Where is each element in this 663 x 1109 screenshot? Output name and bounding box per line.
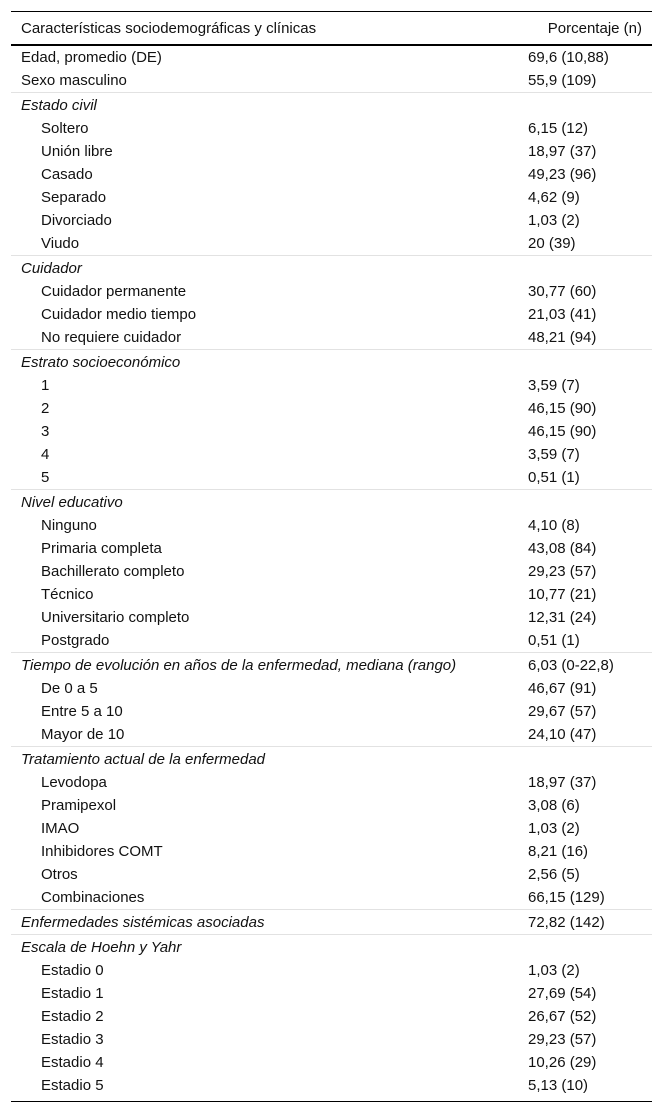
- row-label: Estadio 0: [41, 962, 104, 979]
- table-row: [11, 69, 652, 93]
- row-value: 24,10 (47): [528, 726, 597, 743]
- row-label: No requiere cuidador: [41, 329, 182, 346]
- row-label: Casado: [41, 166, 93, 183]
- section-label: Enfermedades sistémicas asociadas: [11, 910, 520, 935]
- row-value: 1,03 (2): [528, 212, 580, 229]
- table-row: [11, 466, 652, 490]
- row-value: 26,67 (52): [528, 1008, 597, 1025]
- row-label: Combinaciones: [41, 889, 145, 906]
- row-value: 2,56 (5): [528, 866, 580, 883]
- row-label: Estadio 5: [11, 1074, 520, 1102]
- row-label: Levodopa: [41, 774, 107, 791]
- table-row: [11, 817, 652, 840]
- row-value: 29,67 (57): [528, 703, 597, 720]
- row-label: 2: [41, 400, 50, 417]
- row-value: 8,21 (16): [528, 843, 589, 860]
- section-label: Tratamiento actual de la enfermedad: [11, 747, 520, 772]
- row-value: 3,59 (7): [528, 377, 580, 394]
- row-value: 18,97 (37): [528, 143, 597, 160]
- row-value: 69,6 (10,88): [528, 49, 609, 66]
- table-row: [11, 1005, 652, 1028]
- table-section-row: [11, 653, 652, 678]
- row-value: 10,77 (21): [528, 586, 597, 603]
- row-label: Edad, promedio (DE): [21, 49, 162, 66]
- row-value: 27,69 (54): [528, 985, 597, 1002]
- row-value: 1,03 (2): [528, 820, 580, 837]
- table-row: [11, 677, 652, 700]
- table-row: [11, 794, 652, 817]
- section-label: Nivel educativo: [11, 490, 520, 515]
- table-row: [11, 514, 652, 537]
- table-row: [11, 537, 652, 560]
- table-row: [11, 583, 652, 606]
- table-row: [11, 1028, 652, 1051]
- row-value: 49,23 (96): [528, 166, 597, 183]
- section-label: Escala de Hoehn y Yahr: [11, 935, 520, 960]
- row-value: 72,82 (142): [520, 910, 652, 935]
- table-row: [11, 606, 652, 629]
- row-label: 1: [41, 377, 50, 394]
- row-label: 3: [41, 423, 50, 440]
- row-value: 18,97 (37): [528, 774, 597, 791]
- table-row: [11, 959, 652, 982]
- row-label: Unión libre: [41, 143, 113, 160]
- row-label: Primaria completa: [41, 540, 162, 557]
- table-section-row: [11, 256, 652, 281]
- table-row: [11, 140, 652, 163]
- row-label: Entre 5 a 10: [41, 703, 123, 720]
- row-value: 46,67 (91): [528, 680, 597, 697]
- section-label: Estado civil: [11, 93, 520, 118]
- header-row: [11, 12, 652, 46]
- row-value: 0,51 (1): [528, 632, 580, 649]
- data-table-container: [11, 11, 652, 1102]
- row-label: Pramipexol: [41, 797, 117, 814]
- table-row: [11, 771, 652, 794]
- row-value: 1,03 (2): [528, 962, 580, 979]
- table-row: [11, 232, 652, 256]
- row-value: 5,13 (10): [520, 1074, 652, 1102]
- table-header: [11, 12, 652, 46]
- section-label: Cuidador: [11, 256, 520, 281]
- row-value: 3,59 (7): [528, 446, 580, 463]
- row-label: Separado: [41, 189, 107, 206]
- row-value: 48,21 (94): [528, 329, 597, 346]
- row-value: [520, 747, 652, 772]
- row-label: Inhibidores COMT: [41, 843, 163, 860]
- row-value: 6,15 (12): [528, 120, 589, 137]
- row-label: De 0 a 5: [41, 680, 98, 697]
- row-value: 46,15 (90): [528, 423, 597, 440]
- row-value: 6,03 (0-22,8): [520, 653, 652, 678]
- table-row: [11, 700, 652, 723]
- table-row: [11, 443, 652, 466]
- header-characteristics: Características sociodemográficas y clínicas: [11, 12, 520, 46]
- table-row: [11, 1074, 652, 1102]
- sociodemographic-table: [11, 11, 652, 1102]
- row-value: 43,08 (84): [528, 540, 597, 557]
- row-label: Viudo: [41, 235, 80, 252]
- table-row: [11, 280, 652, 303]
- row-label: Estadio 1: [41, 985, 104, 1002]
- table-row: [11, 982, 652, 1005]
- row-value: 10,26 (29): [528, 1054, 597, 1071]
- row-label: Estadio 3: [41, 1031, 104, 1048]
- row-label: Bachillerato completo: [41, 563, 185, 580]
- table-section-row: [11, 935, 652, 960]
- row-label: Estadio 4: [41, 1054, 104, 1071]
- table-row: [11, 374, 652, 397]
- row-label: Divorciado: [41, 212, 112, 229]
- row-value: 55,9 (109): [528, 72, 597, 89]
- row-value: 30,77 (60): [528, 283, 597, 300]
- row-label: Estadio 2: [41, 1008, 104, 1025]
- table-row: [11, 163, 652, 186]
- row-value: 4,10 (8): [528, 517, 580, 534]
- table-row: [11, 420, 652, 443]
- row-label: Cuidador permanente: [41, 283, 187, 300]
- row-value: 0,51 (1): [528, 469, 580, 486]
- row-label: Mayor de 10: [41, 726, 125, 743]
- table-row: [11, 560, 652, 583]
- table-row: [11, 840, 652, 863]
- table-body: [11, 45, 652, 1102]
- row-label: Ninguno: [41, 517, 97, 534]
- row-label: IMAO: [41, 820, 80, 837]
- row-label: 4: [41, 446, 50, 463]
- row-value: 29,23 (57): [528, 1031, 597, 1048]
- row-value: 3,08 (6): [528, 797, 580, 814]
- row-value: [520, 935, 652, 960]
- table-row: [11, 886, 652, 910]
- row-value: 46,15 (90): [528, 400, 597, 417]
- table-row: [11, 186, 652, 209]
- table-row: [11, 863, 652, 886]
- table-row: [11, 397, 652, 420]
- table-row: [11, 629, 652, 653]
- table-row: [11, 209, 652, 232]
- table-row: [11, 723, 652, 747]
- row-label: Sexo masculino: [21, 72, 127, 89]
- table-row: [11, 1051, 652, 1074]
- row-label: Cuidador medio tiempo: [41, 306, 197, 323]
- row-label: Otros: [41, 866, 78, 883]
- row-value: 4,62 (9): [528, 189, 580, 206]
- row-label: Técnico: [41, 586, 94, 603]
- header-percentage: Porcentaje (n): [520, 12, 652, 46]
- table-section-row: [11, 490, 652, 515]
- table-section-row: [11, 350, 652, 375]
- row-label: Soltero: [41, 120, 89, 137]
- table-section-row: [11, 93, 652, 118]
- row-value: 21,03 (41): [528, 306, 597, 323]
- row-value: [520, 350, 652, 375]
- table-row: [11, 117, 652, 140]
- table-row: [11, 45, 652, 69]
- row-value: [520, 93, 652, 118]
- table-section-row: [11, 747, 652, 772]
- row-label: 5: [41, 469, 50, 486]
- section-label: Estrato socioeconómico: [11, 350, 520, 375]
- table-row: [11, 303, 652, 326]
- row-value: [520, 256, 652, 281]
- row-value: 20 (39): [528, 235, 576, 252]
- row-value: 66,15 (129): [528, 889, 605, 906]
- row-value: [520, 490, 652, 515]
- row-label: Postgrado: [41, 632, 110, 649]
- row-label: Universitario completo: [41, 609, 190, 626]
- table-row: [11, 326, 652, 350]
- table-section-row: [11, 910, 652, 935]
- row-value: 29,23 (57): [528, 563, 597, 580]
- section-label: Tiempo de evolución en años de la enfermedad, mediana (rango): [11, 653, 520, 678]
- row-value: 12,31 (24): [528, 609, 597, 626]
